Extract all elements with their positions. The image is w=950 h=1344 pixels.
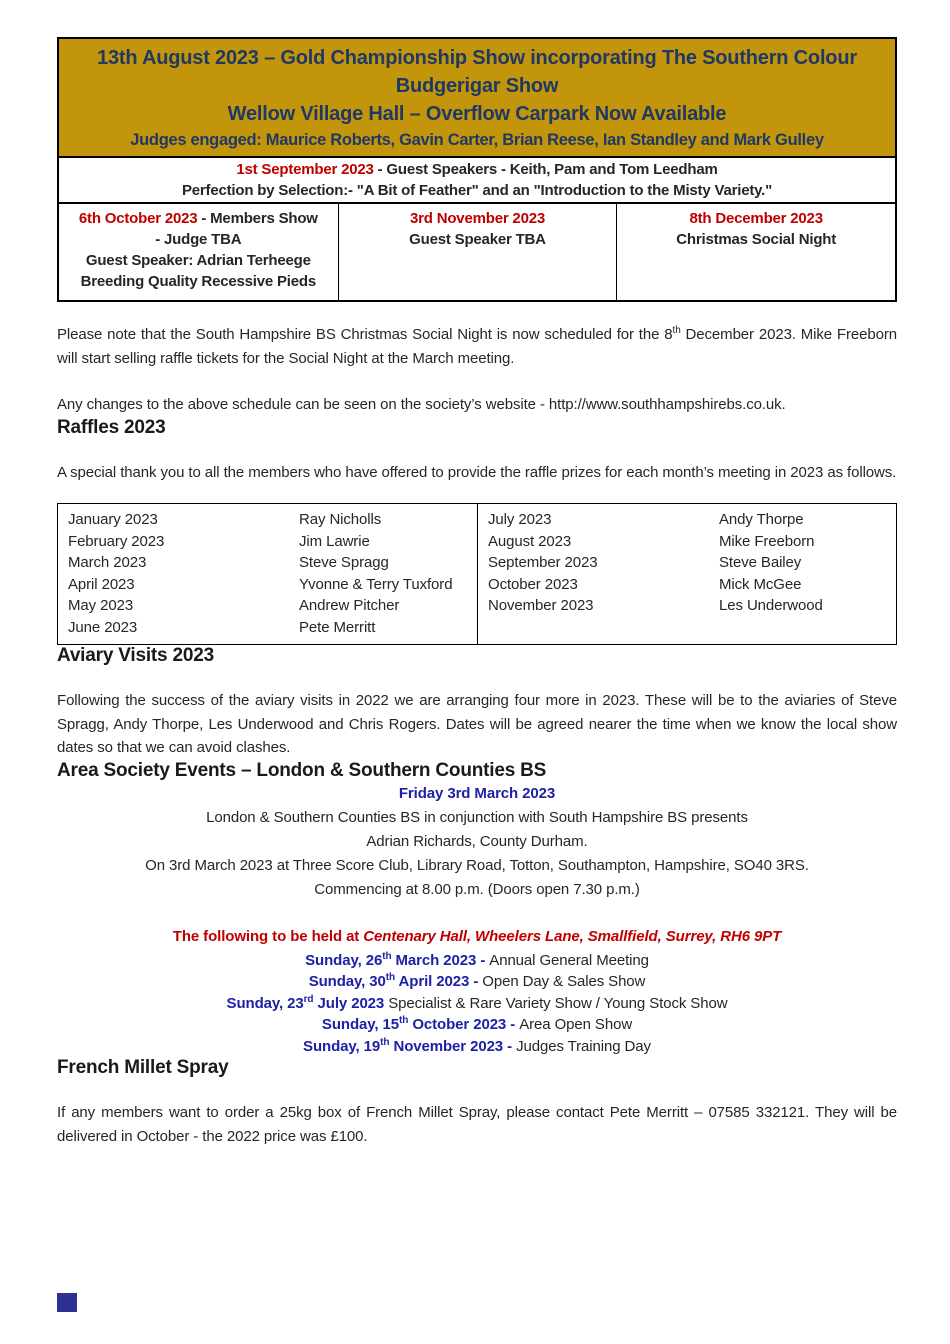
september-meeting-line1 bbox=[63, 160, 891, 181]
sunday-event-line: Sunday, 26th March 2023 - Annual General Meeting bbox=[305, 950, 649, 969]
centenary-hall-venue-line: The following to be held at Centenary Hall, Wheelers Lane, Smallfield, Surrey, RH6 9PT bbox=[172, 927, 782, 945]
raffle-row: June 2023 Pete Merritt bbox=[68, 618, 376, 636]
raffle-row: October 2023 Mick McGee bbox=[488, 575, 802, 593]
september-meeting-row bbox=[57, 158, 897, 204]
area-event-speaker-line: Adrian Richards, County Durham. bbox=[366, 832, 588, 850]
october-meeting-cell bbox=[59, 204, 338, 300]
december-event: Christmas Social Night bbox=[676, 231, 837, 248]
raffle-row: January 2023 Ray Nicholls bbox=[68, 511, 382, 528]
november-date: 3rd November 2023 bbox=[410, 210, 546, 227]
raffles-heading: Raffles 2023 bbox=[57, 416, 166, 438]
raffle-row: November 2023 Les Underwood bbox=[488, 597, 823, 614]
raffle-table-left-half bbox=[58, 504, 477, 644]
october-guest-speaker: Guest Speaker: Adrian Terheege bbox=[85, 252, 311, 269]
website-note-paragraph: Any changes to the above schedule can be seen on the society’s website - http://www.southhampshirebs.co.uk. bbox=[57, 396, 786, 413]
raffle-providers-table bbox=[57, 503, 897, 645]
november-speaker: Guest Speaker TBA bbox=[409, 231, 546, 248]
october-judge: - Judge TBA bbox=[155, 231, 242, 248]
friday-event-date: Friday 3rd March 2023 bbox=[398, 784, 556, 802]
aviary-visits-heading: Aviary Visits 2023 bbox=[57, 645, 214, 666]
raffle-row: May 2023 Andrew Pitcher bbox=[68, 597, 400, 614]
raffle-row: March 2023 Steve Spragg bbox=[68, 554, 389, 571]
page-corner-marker bbox=[57, 1293, 77, 1312]
december-meeting-cell bbox=[616, 204, 895, 300]
raffle-row: July 2023 Andy Thorpe bbox=[488, 511, 804, 528]
raffles-intro-paragraph: A special thank you to all the members who have offered to provide the raffle prizes for each month’s meeting in 2023 as follows. bbox=[57, 463, 897, 481]
october-members-show: - Members Show bbox=[197, 210, 318, 227]
banner-venue-line: Wellow Village Hall – Overflow Carpark Now Available bbox=[227, 103, 727, 125]
raffle-row: August 2023 Mike Freeborn bbox=[488, 532, 815, 550]
sunday-event-line: Sunday, 30th April 2023 - Open Day & Sales Show bbox=[308, 972, 646, 990]
december-date: 8th December 2023 bbox=[689, 210, 823, 227]
christmas-note-paragraph: Please note that the South Hampshire BS Christmas Social Night is now scheduled for the 8th December 2023. Mike Freeborn will start selling raffle tickets for the Social Night at the March meeting. bbox=[57, 325, 897, 367]
french-millet-paragraph: If any members want to order a 25kg box of French Millet Spray, please contact Pete Merritt – 07585 332121. They will be delivered in October - the 2022 price was £100. bbox=[57, 1104, 897, 1145]
november-meeting-cell bbox=[338, 204, 617, 300]
raffle-table-right-half bbox=[477, 504, 896, 644]
october-topic: Breeding Quality Recessive Pieds bbox=[80, 273, 317, 290]
raffle-row: April 2023 Yvonne & Terry Tuxford bbox=[68, 575, 453, 593]
raffle-row: September 2023 Steve Bailey bbox=[488, 554, 802, 571]
banner-judges-line: Judges engaged: Maurice Roberts, Gavin Carter, Brian Reese, Ian Standley and Mark Gulley bbox=[130, 131, 824, 149]
october-date: 6th October 2023 bbox=[78, 210, 198, 227]
september-speakers: - Guest Speakers - Keith, Pam and Tom Leedham bbox=[373, 161, 718, 178]
upcoming-meetings-row bbox=[57, 204, 897, 302]
sunday-event-line: Sunday, 15th October 2023 - Area Open Show bbox=[321, 1015, 633, 1033]
sunday-event-line: Sunday, 19th November 2023 - Judges Training Day bbox=[303, 1036, 651, 1055]
september-meeting-line2: Perfection by Selection:- "A Bit of Feather" and an "Introduction to the Misty Variety." bbox=[181, 181, 773, 199]
area-event-presents-line: London & Southern Counties BS in conjunction with South Hampshire BS presents bbox=[206, 808, 748, 826]
area-event-time-line: Commencing at 8.00 p.m. (Doors open 7.30 p.m.) bbox=[314, 880, 640, 898]
september-date: 1st September 2023 bbox=[236, 161, 374, 178]
french-millet-heading: French Millet Spray bbox=[57, 1057, 229, 1078]
banner-show-title: 13th August 2023 – Gold Championship Show incorporating The Southern Colour Budgerigar Show bbox=[97, 47, 857, 97]
show-announcement-banner bbox=[57, 37, 897, 158]
sunday-event-line: Sunday, 23rd July 2023 Specialist & Rare Variety Show / Young Stock Show bbox=[226, 993, 728, 1012]
area-events-heading: Area Society Events – London & Southern Counties BS bbox=[57, 759, 547, 781]
aviary-visits-paragraph: Following the success of the aviary visits in 2022 we are arranging four more in 2023. These will be to the aviaries of Steve Spragg, Andy Thorpe, Les Underwood and Chris Rogers. Dates will be agreed nearer the time when we know the local show dates so that we can avoid clashes. bbox=[57, 692, 897, 756]
area-event-venue-line: On 3rd March 2023 at Three Score Club, Library Road, Totton, Southampton, Hampshire, SO40 3RS. bbox=[145, 856, 809, 874]
raffle-row: February 2023 Jim Lawrie bbox=[68, 532, 370, 550]
